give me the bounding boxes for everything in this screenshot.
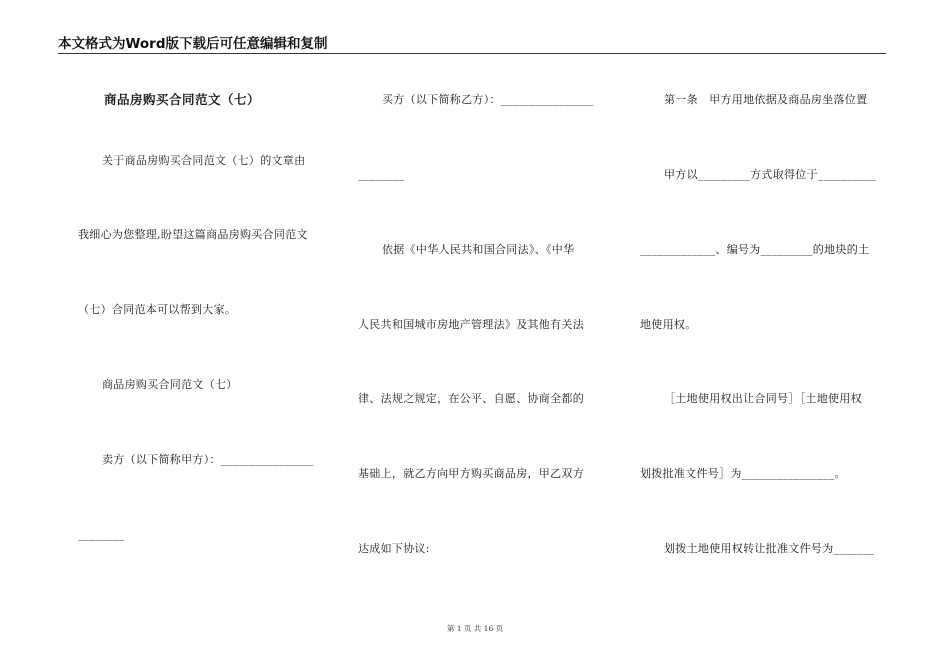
header-divider — [58, 53, 886, 54]
right-line-1: 第一条 甲方用地依据及商品房坐落位置 — [664, 93, 868, 106]
middle-line-5: 律、法规之规定，在公平、自愿、协商全都的 — [358, 392, 584, 405]
left-line-2: 我细心为您整理,盼望这篇商品房购买合同范文 — [78, 228, 308, 241]
left-line-1: 关于商品房购买合同范文（七）的文章由 — [102, 154, 306, 167]
left-line-6: ________ — [78, 528, 125, 541]
middle-line-7: 达成如下协议: — [358, 542, 430, 555]
right-line-5: ［土地使用权出让合同号］［土地使用权 — [664, 392, 862, 405]
middle-line-3: 依据《中华人民共和国合同法》、《中华 — [382, 243, 575, 256]
left-line-3: （七）合同范本可以帮到大家。 — [78, 303, 237, 316]
middle-line-1: 买方（以下简称乙方）：________________ — [382, 93, 594, 106]
left-line-4: 商品房购买合同范文（七） — [102, 378, 238, 391]
left-line-5: 卖方（以下简称甲方）：________________ — [102, 453, 314, 466]
middle-line-2: ________ — [358, 168, 405, 181]
document-title: 商品房购买合同范文（七） — [104, 92, 261, 107]
middle-line-4: 人民共和国城市房地产管理法》及其他有关法 — [358, 318, 584, 331]
right-line-2: 甲方以_________方式取得位于__________ — [664, 168, 876, 181]
page-indicator: 第 1 页 共 16 页 — [446, 624, 504, 633]
right-line-4: 地使用权。 — [640, 318, 697, 331]
right-line-6: 划拨批准文件号］为________________。 — [640, 467, 846, 480]
download-notice: 本文格式为Word版下载后可任意编辑和复制 — [58, 36, 328, 52]
right-line-3: _____________、编号为_________的地块的土 — [640, 243, 870, 256]
middle-line-6: 基础上，就乙方向甲方购买商品房，甲乙双方 — [358, 467, 584, 480]
right-line-7: 划拨土地使用权转让批准文件号为_______ — [664, 542, 875, 555]
